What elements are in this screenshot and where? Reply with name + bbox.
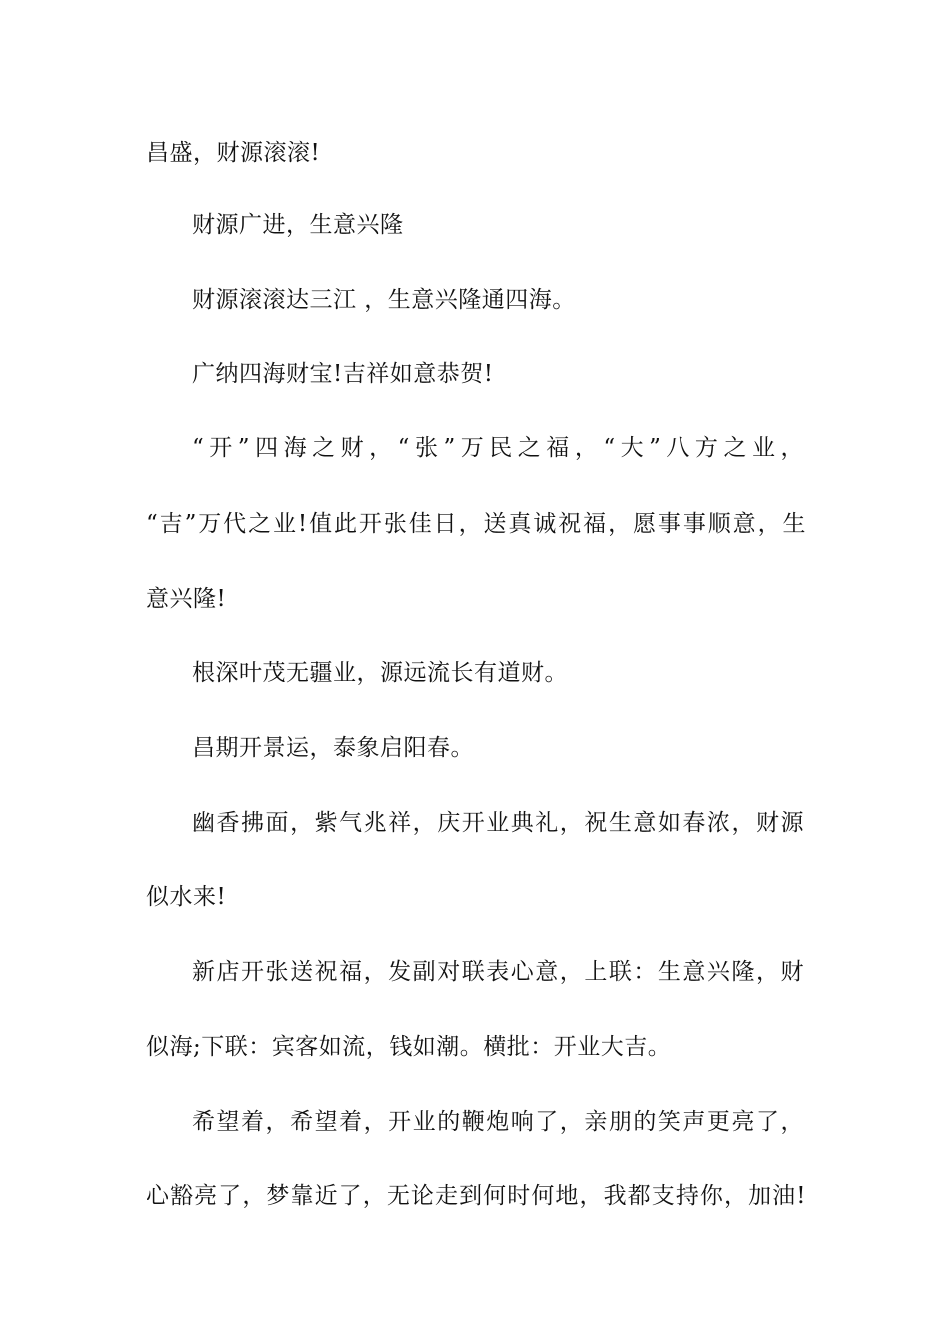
text-line: 新店开张送祝福，发副对联表心意，上联：生意兴隆，财 [192, 959, 804, 985]
text-line: 似海;下联：宾客如流，钱如潮。横批：开业大吉。 [146, 1034, 672, 1060]
text-line: 财源滚滚达三江 ，生意兴隆通四海。 [192, 287, 576, 313]
text-line: 广纳四海财宝!吉祥如意恭贺! [192, 361, 494, 387]
text-line: 财源广进，生意兴隆 [192, 212, 404, 238]
text-line: 意兴隆! [146, 586, 227, 612]
text-line: 希望着，希望着，开业的鞭炮响了，亲朋的笑声更亮了， [192, 1109, 804, 1135]
text-line: “开”四海之财，“张”万民之福，“大”八方之业， [192, 435, 804, 461]
text-line: 幽香拂面，紫气兆祥，庆开业典礼，祝生意如春浓，财源 [192, 810, 804, 836]
text-line: 似水来! [146, 884, 227, 910]
text-line: 昌期开景运，泰象启阳春。 [192, 735, 474, 761]
text-line: 昌盛，财源滚滚! [146, 140, 321, 166]
text-line: 根深叶茂无疆业，源远流长有道财。 [192, 660, 568, 686]
text-line: “吉”万代之业!值此开张佳日，送真诚祝福，愿事事顺意，生 [146, 511, 806, 537]
text-line: 心豁亮了，梦靠近了，无论走到何时何地，我都支持你，加油! [146, 1183, 806, 1209]
